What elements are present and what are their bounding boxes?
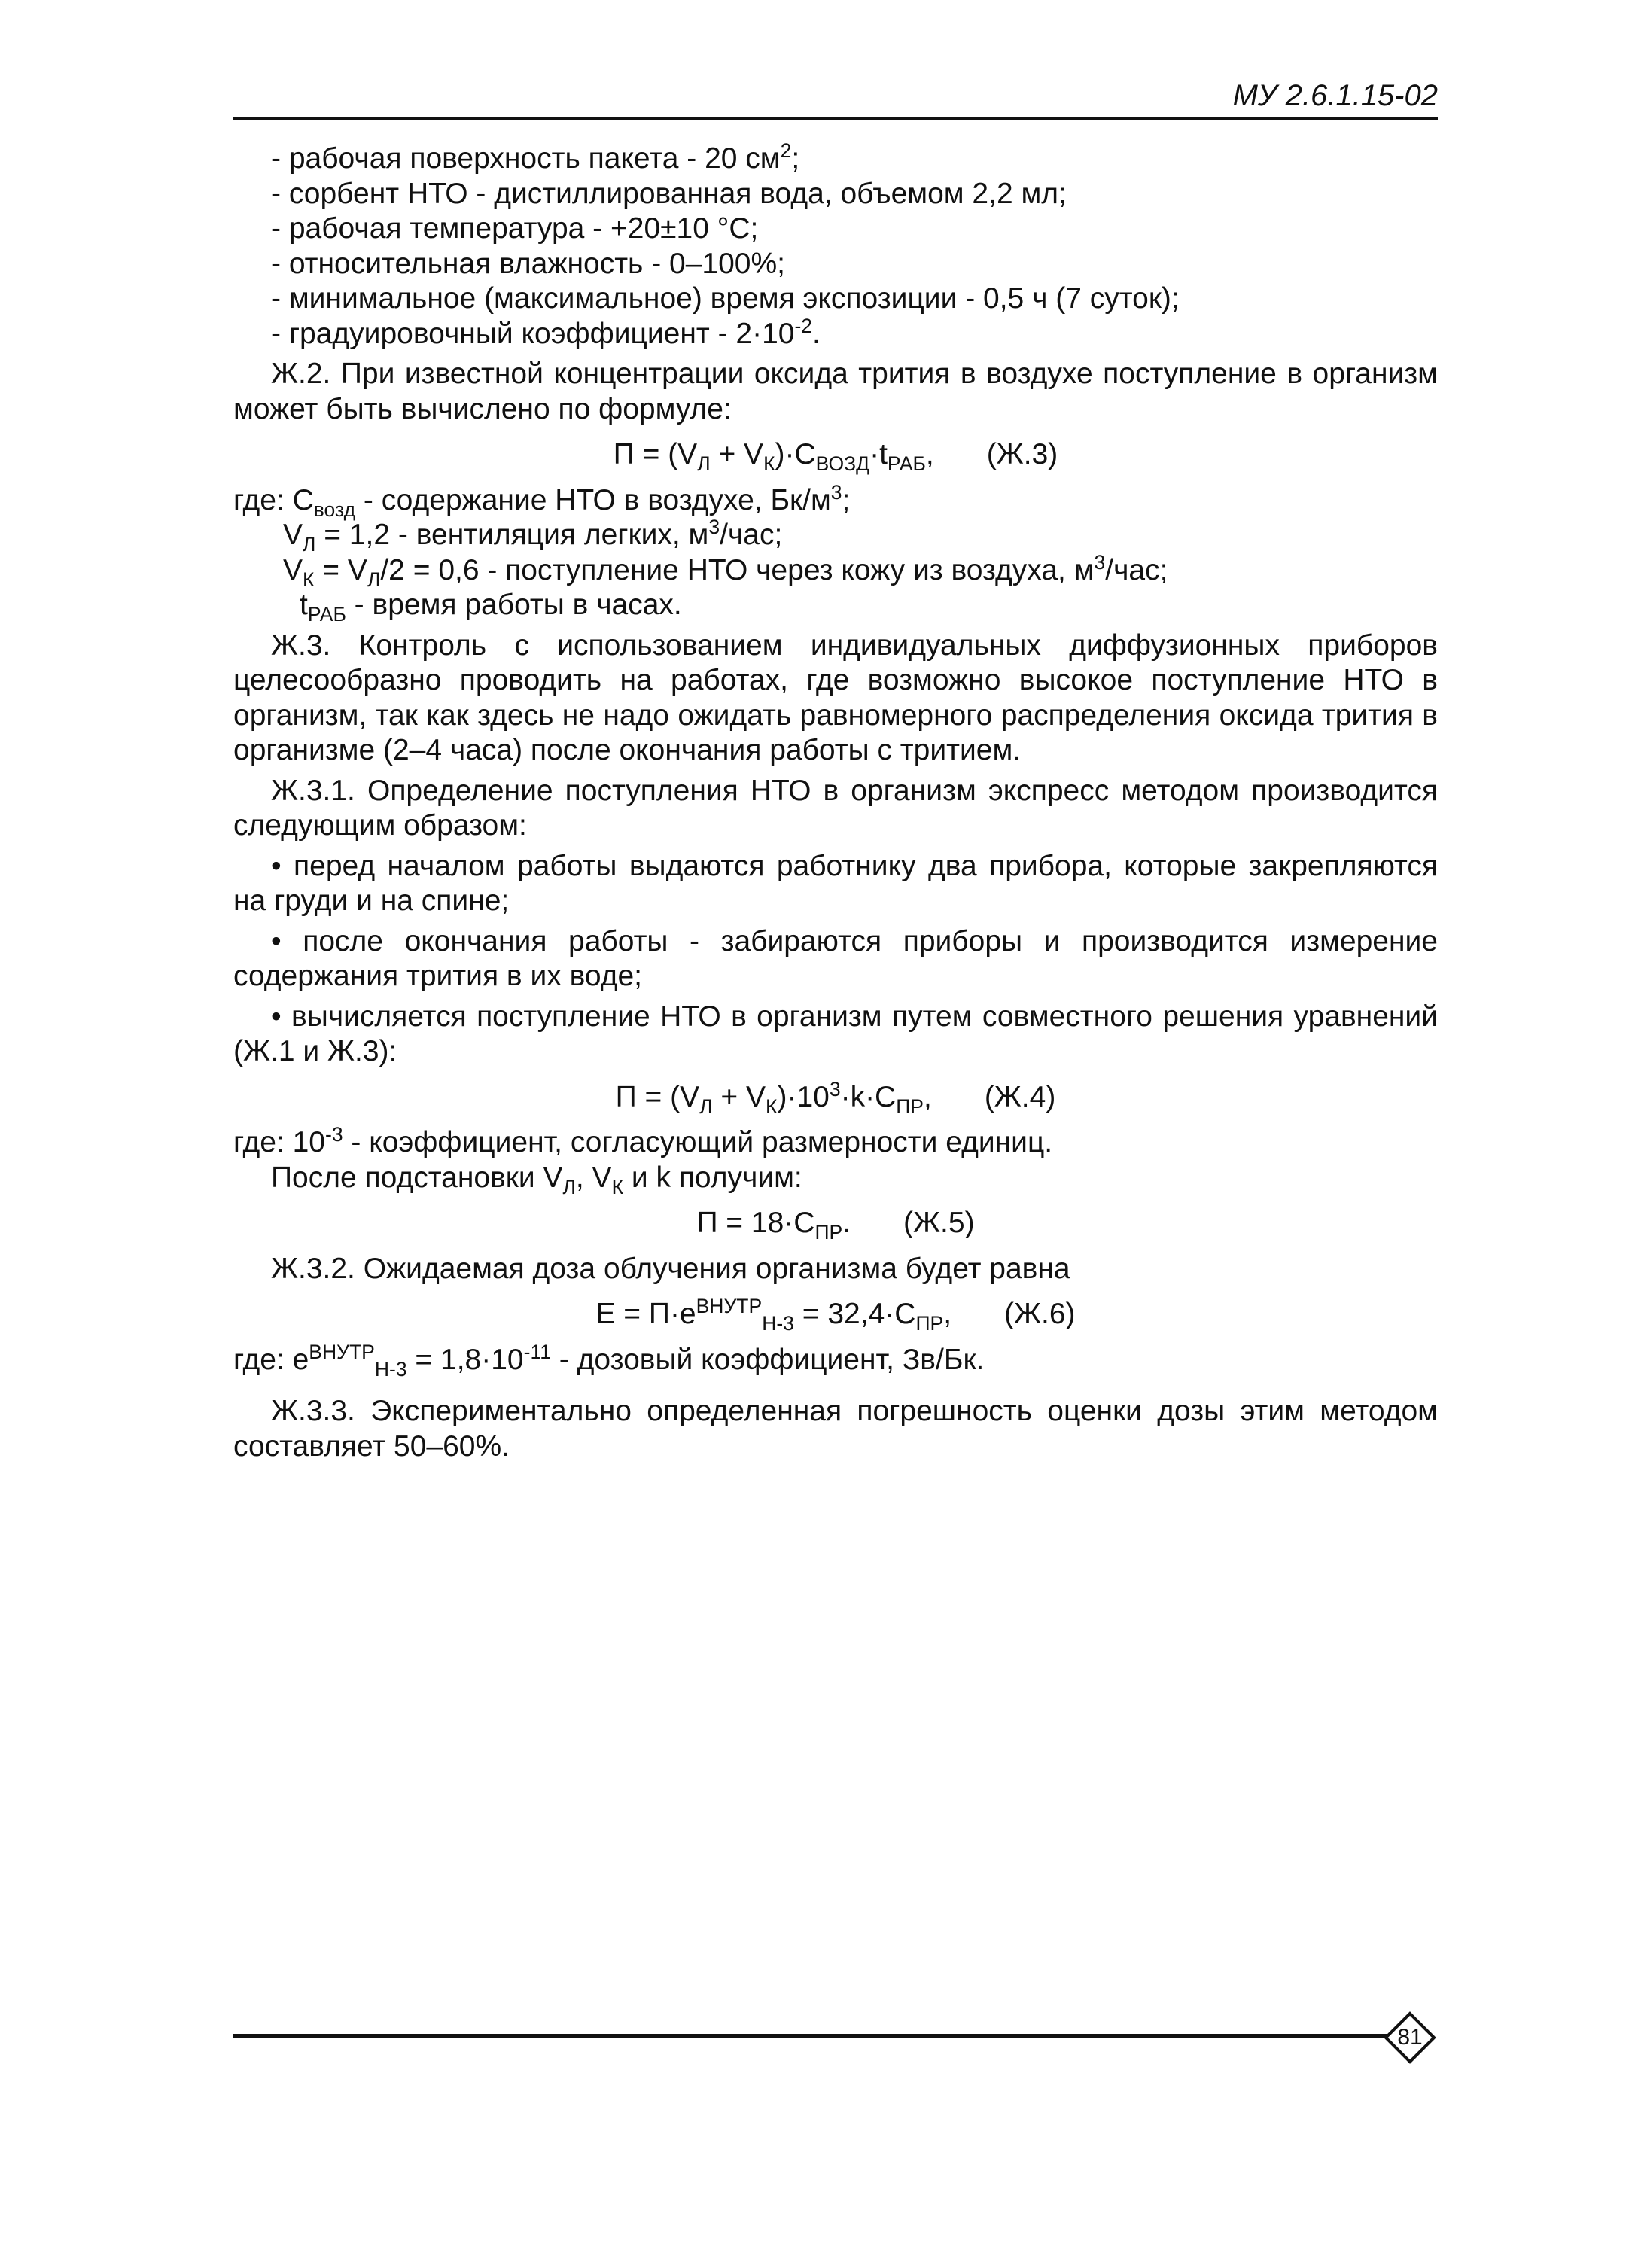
param-calibration-coefficient: - градуировочный коэффициент - $2\cdot 10^{-2}$. [271,314,821,350]
formula-zh3 [233,437,1438,473]
formula-zh6-expression: $E = П\cdot e^{ВНУТР}_{Н-3} = 32,4\cdot C_{ПР}$, [595,1295,952,1335]
page-content [233,139,1438,1464]
where-c-air: где: $С_{возд}$ - содержание НТО в воздухе, $Бк/м^3$; [233,480,851,521]
bullet-devices-issued: • перед началом работы выдаются работнику два прибора, которые закрепляются на груди и на спине; [233,849,1438,917]
section-zh3-1: Ж.3.1. Определение поступления НТО в организм экспресс методом производится следующим образом: [233,774,1438,842]
formula-zh5-number: (Ж.5) [903,1207,975,1239]
param-work-surface: - рабочая поверхность пакета - 20 $см^2$; [271,139,800,175]
formula-zh5 [233,1206,1438,1244]
where-v-lungs: $V_Л = 1,2$ - вентиляция легких, $м^3$/час; [283,516,783,556]
section-zh2: Ж.2. При известной концентрации оксида трития в воздухе поступление в организм может быть вычислено по формуле: [233,358,1438,425]
formula-zh4 [233,1077,1438,1118]
section-zh3-2: Ж.3.2. Ожидаемая доза облучения организма будет равна [271,1252,1070,1285]
document-code: МУ 2.6.1.15-02 [1232,79,1438,112]
formula-zh6 [233,1295,1438,1335]
formula-zh3-expression: $П = (V_Л + V_К)\cdot C_{ВОЗД}\cdot t_{РАБ}$, [613,438,934,475]
param-sorbent: - сорбент НТО - дистиллированная вода, объемом 2,2 мл; [271,177,1067,210]
bullet-devices-collected: • после окончания работы - забираются приборы и производится измерение содержания трития в их воде; [233,924,1438,992]
where-v-skin: $V_К = V_Л/2 = 0,6$ - поступление НТО через кожу из воздуха, $м^3$/час; [283,550,1168,591]
page-header [233,79,1438,120]
formula-zh5-expression: $П = 18\cdot C_{ПР}$. [696,1207,851,1244]
param-exposure-time: - минимальное (максимальное) время экспозиции - 0,5 ч (7 суток); [271,282,1180,315]
where-t-work: $t_{РАБ}$ - время работы в часах. [300,589,682,626]
formula-zh4-expression: $П = (V_Л + V_К)\cdot 10^3\cdot k\cdot C_{ПР}$, [615,1077,932,1118]
parameter-list [233,139,1438,352]
where-coefficient: где: $10^{-3}$ - коэффициент, согласующий размерности единиц. [233,1123,1053,1158]
formula-zh4-number: (Ж.4) [984,1080,1056,1113]
page-number-badge [1384,2011,1436,2064]
param-humidity: - относительная влажность - 0–100%; [271,247,785,280]
section-zh3-3: Ж.3.3. Экспериментально определенная погрешность оценки дозы этим методом составляет 50–60%. [233,1395,1438,1463]
after-substitution: После подстановки $V_Л$, $V_К$ и k получим: [271,1161,802,1198]
footer-rule [233,2034,1400,2038]
where-dose-coefficient: где: $e^{ВНУТР}_{Н-3} = 1,8\cdot 10^{-11}$ - дозовый коэффициент, Зв/Бк. [233,1340,985,1381]
formula-zh3-number: (Ж.3) [986,438,1058,470]
page-number: 81 [1397,2025,1423,2050]
formula-zh6-number: (Ж.6) [1004,1298,1076,1330]
section-zh3: Ж.3. Контроль с использованием индивидуальных диффузионных приборов целесообразно проводить на работах, где возможно высокое поступление НТО в организм, так как здесь не надо ожидать равномерного распределения оксида трития в организме (2–4 часа) после окончания работы с тритием. [233,629,1438,766]
bullet-intake-calculated: • вычисляется поступление НТО в организм путем совместного решения уравнений (Ж.1 и Ж.3): [233,1000,1438,1067]
param-temperature: - рабочая температура - +20±10 °С; [271,212,759,245]
